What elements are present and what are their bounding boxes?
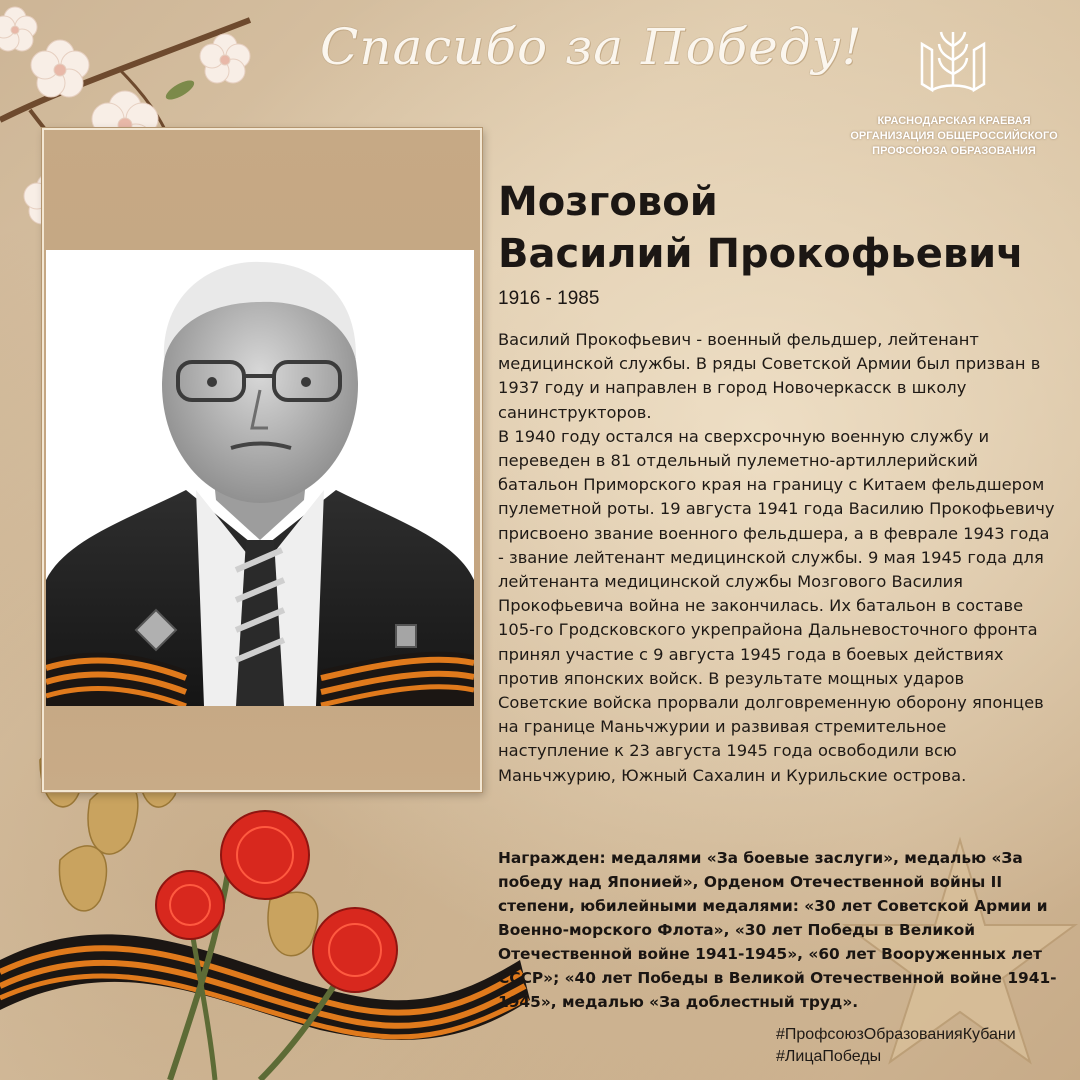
biography-paragraph: В 1940 году остался на сверхсрочную военную службу и переведен в 81 отдельный пулеметно-артиллерийский батальон Приморского края на границу с Китаем фельдшером пулеметной роты. 19 августа 1941 года Василию Прокофьевичу присвоено звание военного фельдшера, а в феврале 1943 года - звание лейтенант медицинской службы. 9 мая 1945 года для лейтенанта медицинской службы Мозгового Василия Прокофьевича война не закончилась. Их батальон в составе 105-го Гродсковского укрепрайона Дальневосточного фронта принял участие с 9 августа 1945 года в боевых действиях против японских войск. В результате мощных ударов Советские войска прорвали долговременную оборону японцев на границе Маньчжурии и развивая стремительное наступление к 23 августа 1945 года освободили всю Маньчжурию, Южный Сахалин и Курильские острова.: [498, 426, 1055, 785]
person-name: [498, 176, 1068, 280]
wheat-book-logo-icon: [918, 26, 988, 108]
life-years: 1916 - 1985: [498, 288, 600, 309]
banner-title: Спасибо за Победу!: [320, 18, 863, 76]
organization-name-line: КРАСНОДАРСКАЯ КРАЕВАЯ: [877, 115, 1031, 127]
veteran-portrait: [46, 250, 474, 706]
hashtag[interactable]: #ПрофсоюзОбразованияКубани: [776, 1026, 1016, 1043]
hashtag[interactable]: #ЛицаПобеды: [776, 1048, 882, 1065]
organization-name-line: ПРОФСОЮЗА ОБРАЗОВАНИЯ: [872, 145, 1036, 157]
awards-text: Награжден: медалями «За боевые заслуги», медалью «За победу над Японией», Орденом Отечественной войны II степени, юбилейными медалями: «30 лет Советской Армии и Военно-морского Флота», «30 лет Победы в Великой Отечественной войне 1941-1945», «60 лет Вооруженных лет СССР»; «40 лет Победы в Великой Отечественной войне 1941-1945», медалью «За доблестный труд».: [498, 849, 1057, 1011]
person-surname: Мозговой: [498, 179, 718, 225]
st-george-ribbon-icon: [0, 934, 530, 1040]
organization-name-line: ОРГАНИЗАЦИЯ ОБЩЕРОССИЙСКОГО: [850, 130, 1058, 142]
biography: [498, 328, 1058, 788]
hashtags: [776, 1024, 1076, 1068]
biography-paragraph: Василий Прокофьевич - военный фельдшер, лейтенант медицинской службы. В ряды Советской Армии был призван в 1937 году и направлен в город Новочеркасск в школу санинструкторов.: [498, 330, 1041, 422]
person-given-names: Василий Прокофьевич: [498, 231, 1024, 277]
organization-name: [842, 114, 1066, 159]
